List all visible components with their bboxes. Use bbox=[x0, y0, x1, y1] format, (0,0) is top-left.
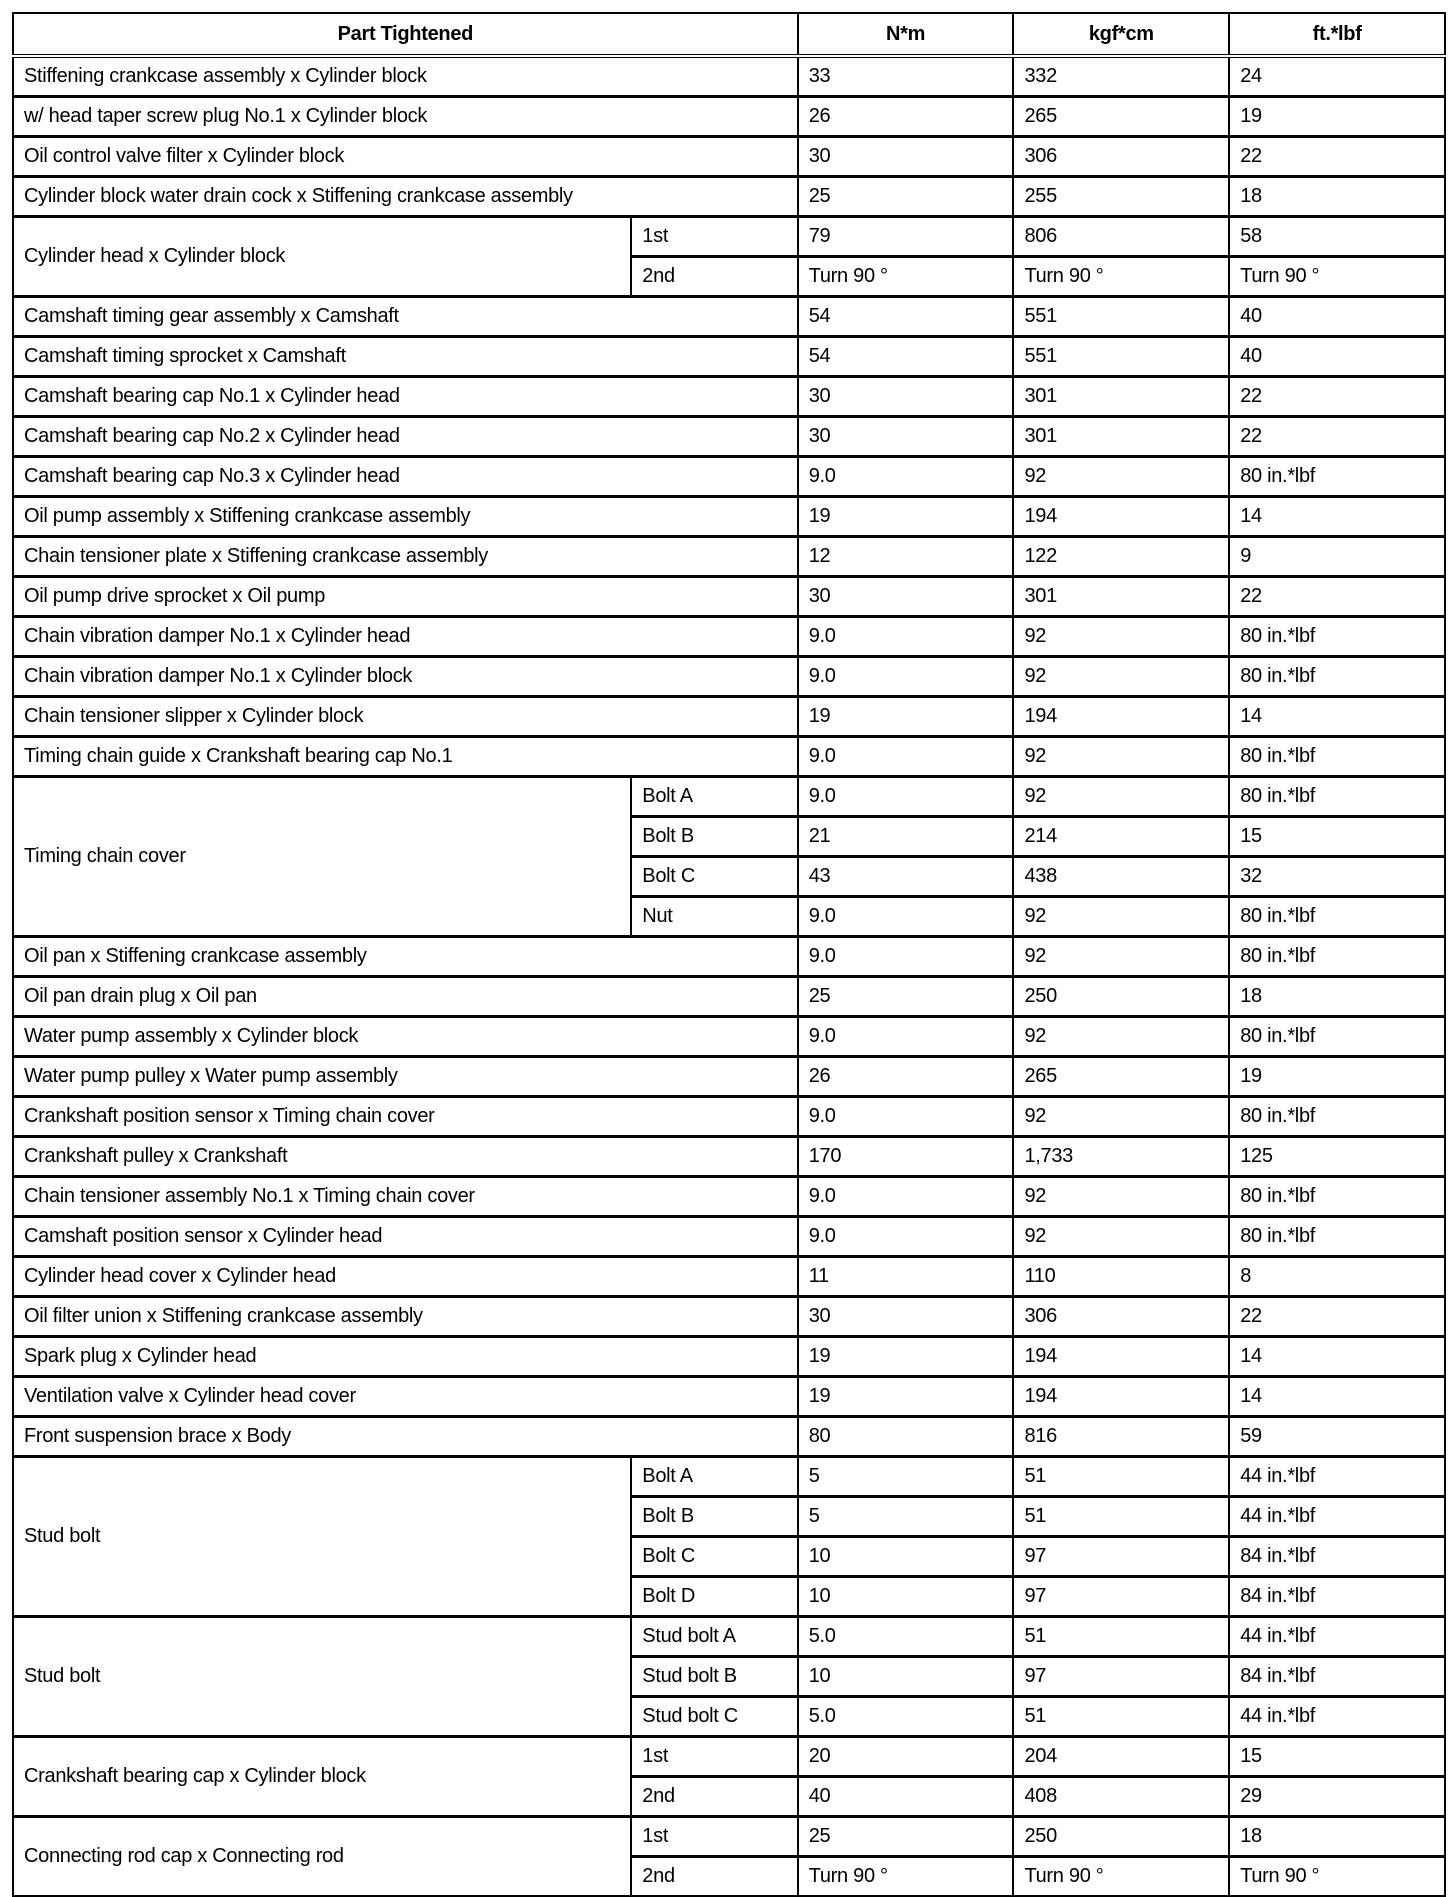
ft-lbf-cell: 24 bbox=[1229, 56, 1445, 97]
part-cell: Oil control valve filter x Cylinder block bbox=[13, 137, 798, 177]
kgf-cm-cell: 194 bbox=[1013, 697, 1229, 737]
nm-cell: 170 bbox=[798, 1137, 1014, 1177]
nm-cell: 10 bbox=[798, 1577, 1014, 1617]
nm-cell: 9.0 bbox=[798, 1017, 1014, 1057]
nm-cell: 19 bbox=[798, 1337, 1014, 1377]
table-row bbox=[13, 1177, 1445, 1217]
kgf-cm-cell: 1,733 bbox=[1013, 1137, 1229, 1177]
kgf-cm-cell: 194 bbox=[1013, 1337, 1229, 1377]
step-cell: Bolt D bbox=[631, 1577, 797, 1617]
table-row bbox=[13, 1057, 1445, 1097]
header-part-tightened: Part Tightened bbox=[13, 13, 798, 56]
part-cell: Chain tensioner slipper x Cylinder block bbox=[13, 697, 798, 737]
table-row bbox=[13, 1457, 1445, 1497]
ft-lbf-cell: 80 in.*lbf bbox=[1229, 777, 1445, 817]
step-cell: 1st bbox=[631, 1817, 797, 1857]
torque-spec-table bbox=[12, 12, 1446, 1897]
step-cell: Bolt C bbox=[631, 857, 797, 897]
ft-lbf-cell: 14 bbox=[1229, 1377, 1445, 1417]
ft-lbf-cell: 9 bbox=[1229, 537, 1445, 577]
ft-lbf-cell: 19 bbox=[1229, 97, 1445, 137]
nm-cell: 5 bbox=[798, 1497, 1014, 1537]
step-cell: 2nd bbox=[631, 1777, 797, 1817]
step-cell: 2nd bbox=[631, 257, 797, 297]
ft-lbf-cell: 80 in.*lbf bbox=[1229, 1097, 1445, 1137]
kgf-cm-cell: 92 bbox=[1013, 737, 1229, 777]
table-row bbox=[13, 1337, 1445, 1377]
step-cell: Stud bolt B bbox=[631, 1657, 797, 1697]
kgf-cm-cell: 194 bbox=[1013, 1377, 1229, 1417]
kgf-cm-cell: 92 bbox=[1013, 937, 1229, 977]
table-row bbox=[13, 177, 1445, 217]
ft-lbf-cell: 19 bbox=[1229, 1057, 1445, 1097]
part-cell: Camshaft timing sprocket x Camshaft bbox=[13, 337, 798, 377]
step-cell: 1st bbox=[631, 1737, 797, 1777]
kgf-cm-cell: 806 bbox=[1013, 217, 1229, 257]
table-row bbox=[13, 1377, 1445, 1417]
part-cell: Chain tensioner plate x Stiffening crankcase assembly bbox=[13, 537, 798, 577]
nm-cell: 10 bbox=[798, 1657, 1014, 1697]
table-row bbox=[13, 457, 1445, 497]
part-cell: Chain vibration damper No.1 x Cylinder block bbox=[13, 657, 798, 697]
step-cell: 1st bbox=[631, 217, 797, 257]
ft-lbf-cell: 58 bbox=[1229, 217, 1445, 257]
kgf-cm-cell: 250 bbox=[1013, 1817, 1229, 1857]
part-cell: Oil pump assembly x Stiffening crankcase assembly bbox=[13, 497, 798, 537]
ft-lbf-cell: 32 bbox=[1229, 857, 1445, 897]
table-row bbox=[13, 1297, 1445, 1337]
kgf-cm-cell: 110 bbox=[1013, 1257, 1229, 1297]
ft-lbf-cell: 80 in.*lbf bbox=[1229, 937, 1445, 977]
nm-cell: 19 bbox=[798, 497, 1014, 537]
step-cell: Nut bbox=[631, 897, 797, 937]
kgf-cm-cell: 92 bbox=[1013, 1177, 1229, 1217]
ft-lbf-cell: 80 in.*lbf bbox=[1229, 1217, 1445, 1257]
kgf-cm-cell: 194 bbox=[1013, 497, 1229, 537]
table-row bbox=[13, 657, 1445, 697]
ft-lbf-cell: 80 in.*lbf bbox=[1229, 617, 1445, 657]
part-cell: Connecting rod cap x Connecting rod bbox=[13, 1817, 631, 1897]
kgf-cm-cell: 551 bbox=[1013, 337, 1229, 377]
nm-cell: 9.0 bbox=[798, 937, 1014, 977]
step-cell: Stud bolt C bbox=[631, 1697, 797, 1737]
kgf-cm-cell: 51 bbox=[1013, 1697, 1229, 1737]
kgf-cm-cell: 438 bbox=[1013, 857, 1229, 897]
table-row bbox=[13, 777, 1445, 817]
part-cell: Camshaft bearing cap No.2 x Cylinder head bbox=[13, 417, 798, 457]
ft-lbf-cell: 44 in.*lbf bbox=[1229, 1617, 1445, 1657]
nm-cell: 54 bbox=[798, 297, 1014, 337]
part-cell: Chain tensioner assembly No.1 x Timing chain cover bbox=[13, 1177, 798, 1217]
nm-cell: 80 bbox=[798, 1417, 1014, 1457]
ft-lbf-cell: 14 bbox=[1229, 697, 1445, 737]
part-cell: Crankshaft bearing cap x Cylinder block bbox=[13, 1737, 631, 1817]
nm-cell: 30 bbox=[798, 377, 1014, 417]
ft-lbf-cell: 80 in.*lbf bbox=[1229, 657, 1445, 697]
kgf-cm-cell: 301 bbox=[1013, 577, 1229, 617]
part-cell: Stud bolt bbox=[13, 1617, 631, 1737]
ft-lbf-cell: 125 bbox=[1229, 1137, 1445, 1177]
step-cell: Bolt A bbox=[631, 777, 797, 817]
part-cell: Cylinder head cover x Cylinder head bbox=[13, 1257, 798, 1297]
kgf-cm-cell: 301 bbox=[1013, 417, 1229, 457]
kgf-cm-cell: Turn 90 ° bbox=[1013, 1857, 1229, 1897]
kgf-cm-cell: 204 bbox=[1013, 1737, 1229, 1777]
ft-lbf-cell: 80 in.*lbf bbox=[1229, 457, 1445, 497]
nm-cell: 5.0 bbox=[798, 1617, 1014, 1657]
nm-cell: 26 bbox=[798, 97, 1014, 137]
table-row bbox=[13, 297, 1445, 337]
table-body bbox=[13, 56, 1445, 1896]
part-cell: Spark plug x Cylinder head bbox=[13, 1337, 798, 1377]
ft-lbf-cell: 84 in.*lbf bbox=[1229, 1537, 1445, 1577]
nm-cell: 40 bbox=[798, 1777, 1014, 1817]
ft-lbf-cell: 22 bbox=[1229, 1297, 1445, 1337]
part-cell: Oil pan drain plug x Oil pan bbox=[13, 977, 798, 1017]
kgf-cm-cell: 306 bbox=[1013, 137, 1229, 177]
nm-cell: 33 bbox=[798, 56, 1014, 97]
part-cell: Water pump pulley x Water pump assembly bbox=[13, 1057, 798, 1097]
ft-lbf-cell: 40 bbox=[1229, 297, 1445, 337]
table-row bbox=[13, 937, 1445, 977]
ft-lbf-cell: 18 bbox=[1229, 977, 1445, 1017]
ft-lbf-cell: 8 bbox=[1229, 1257, 1445, 1297]
kgf-cm-cell: 816 bbox=[1013, 1417, 1229, 1457]
nm-cell: 10 bbox=[798, 1537, 1014, 1577]
ft-lbf-cell: 29 bbox=[1229, 1777, 1445, 1817]
nm-cell: 9.0 bbox=[798, 657, 1014, 697]
kgf-cm-cell: 255 bbox=[1013, 177, 1229, 217]
kgf-cm-cell: 97 bbox=[1013, 1577, 1229, 1617]
kgf-cm-cell: 92 bbox=[1013, 617, 1229, 657]
part-cell: Crankshaft pulley x Crankshaft bbox=[13, 1137, 798, 1177]
table-row bbox=[13, 1737, 1445, 1777]
kgf-cm-cell: 265 bbox=[1013, 1057, 1229, 1097]
kgf-cm-cell: 214 bbox=[1013, 817, 1229, 857]
ft-lbf-cell: 80 in.*lbf bbox=[1229, 897, 1445, 937]
part-cell: w/ head taper screw plug No.1 x Cylinder block bbox=[13, 97, 798, 137]
ft-lbf-cell: 22 bbox=[1229, 377, 1445, 417]
table-row bbox=[13, 1137, 1445, 1177]
nm-cell: Turn 90 ° bbox=[798, 257, 1014, 297]
table-row bbox=[13, 1617, 1445, 1657]
nm-cell: 26 bbox=[798, 1057, 1014, 1097]
ft-lbf-cell: 59 bbox=[1229, 1417, 1445, 1457]
part-cell: Crankshaft position sensor x Timing chain cover bbox=[13, 1097, 798, 1137]
ft-lbf-cell: 80 in.*lbf bbox=[1229, 1017, 1445, 1057]
table-row bbox=[13, 1257, 1445, 1297]
table-row bbox=[13, 1017, 1445, 1057]
ft-lbf-cell: 15 bbox=[1229, 817, 1445, 857]
nm-cell: 9.0 bbox=[798, 737, 1014, 777]
part-cell: Cylinder head x Cylinder block bbox=[13, 217, 631, 297]
step-cell: Stud bolt A bbox=[631, 1617, 797, 1657]
ft-lbf-cell: 14 bbox=[1229, 1337, 1445, 1377]
kgf-cm-cell: 51 bbox=[1013, 1497, 1229, 1537]
ft-lbf-cell: 44 in.*lbf bbox=[1229, 1697, 1445, 1737]
header-nm: N*m bbox=[798, 13, 1014, 56]
ft-lbf-cell: 44 in.*lbf bbox=[1229, 1497, 1445, 1537]
table-row bbox=[13, 417, 1445, 457]
kgf-cm-cell: 92 bbox=[1013, 457, 1229, 497]
nm-cell: 30 bbox=[798, 137, 1014, 177]
nm-cell: 11 bbox=[798, 1257, 1014, 1297]
nm-cell: 43 bbox=[798, 857, 1014, 897]
part-cell: Stud bolt bbox=[13, 1457, 631, 1617]
ft-lbf-cell: 80 in.*lbf bbox=[1229, 1177, 1445, 1217]
ft-lbf-cell: 40 bbox=[1229, 337, 1445, 377]
table-row bbox=[13, 737, 1445, 777]
kgf-cm-cell: 92 bbox=[1013, 1217, 1229, 1257]
nm-cell: 19 bbox=[798, 697, 1014, 737]
part-cell: Chain vibration damper No.1 x Cylinder head bbox=[13, 617, 798, 657]
part-cell: Timing chain guide x Crankshaft bearing cap No.1 bbox=[13, 737, 798, 777]
kgf-cm-cell: 306 bbox=[1013, 1297, 1229, 1337]
table-row bbox=[13, 217, 1445, 257]
table-row bbox=[13, 497, 1445, 537]
nm-cell: 30 bbox=[798, 577, 1014, 617]
kgf-cm-cell: 250 bbox=[1013, 977, 1229, 1017]
part-cell: Oil pan x Stiffening crankcase assembly bbox=[13, 937, 798, 977]
nm-cell: 9.0 bbox=[798, 1177, 1014, 1217]
step-cell: 2nd bbox=[631, 1857, 797, 1897]
kgf-cm-cell: 97 bbox=[1013, 1537, 1229, 1577]
kgf-cm-cell: 51 bbox=[1013, 1617, 1229, 1657]
table-row bbox=[13, 97, 1445, 137]
ft-lbf-cell: 15 bbox=[1229, 1737, 1445, 1777]
kgf-cm-cell: 92 bbox=[1013, 657, 1229, 697]
part-cell: Stiffening crankcase assembly x Cylinder block bbox=[13, 56, 798, 97]
nm-cell: 9.0 bbox=[798, 1217, 1014, 1257]
table-row bbox=[13, 137, 1445, 177]
kgf-cm-cell: 551 bbox=[1013, 297, 1229, 337]
step-cell: Bolt B bbox=[631, 817, 797, 857]
table-row bbox=[13, 537, 1445, 577]
kgf-cm-cell: 408 bbox=[1013, 1777, 1229, 1817]
nm-cell: 19 bbox=[798, 1377, 1014, 1417]
ft-lbf-cell: 22 bbox=[1229, 137, 1445, 177]
ft-lbf-cell: 22 bbox=[1229, 577, 1445, 617]
nm-cell: 12 bbox=[798, 537, 1014, 577]
nm-cell: 79 bbox=[798, 217, 1014, 257]
kgf-cm-cell: 265 bbox=[1013, 97, 1229, 137]
kgf-cm-cell: 92 bbox=[1013, 1097, 1229, 1137]
table-row bbox=[13, 377, 1445, 417]
kgf-cm-cell: 332 bbox=[1013, 56, 1229, 97]
nm-cell: 5.0 bbox=[798, 1697, 1014, 1737]
nm-cell: 25 bbox=[798, 977, 1014, 1017]
ft-lbf-cell: 22 bbox=[1229, 417, 1445, 457]
kgf-cm-cell: Turn 90 ° bbox=[1013, 257, 1229, 297]
nm-cell: 25 bbox=[798, 1817, 1014, 1857]
table-row bbox=[13, 1217, 1445, 1257]
table-row bbox=[13, 1817, 1445, 1857]
table-row bbox=[13, 577, 1445, 617]
nm-cell: 9.0 bbox=[798, 617, 1014, 657]
ft-lbf-cell: 84 in.*lbf bbox=[1229, 1657, 1445, 1697]
ft-lbf-cell: 44 in.*lbf bbox=[1229, 1457, 1445, 1497]
ft-lbf-cell: 18 bbox=[1229, 1817, 1445, 1857]
header-ft-lbf: ft.*lbf bbox=[1229, 13, 1445, 56]
nm-cell: 30 bbox=[798, 1297, 1014, 1337]
nm-cell: 20 bbox=[798, 1737, 1014, 1777]
table-row bbox=[13, 56, 1445, 97]
part-cell: Cylinder block water drain cock x Stiffening crankcase assembly bbox=[13, 177, 798, 217]
nm-cell: 9.0 bbox=[798, 897, 1014, 937]
header-kgf-cm: kgf*cm bbox=[1013, 13, 1229, 56]
nm-cell: 21 bbox=[798, 817, 1014, 857]
nm-cell: 9.0 bbox=[798, 457, 1014, 497]
ft-lbf-cell: 18 bbox=[1229, 177, 1445, 217]
kgf-cm-cell: 92 bbox=[1013, 1017, 1229, 1057]
part-cell: Camshaft timing gear assembly x Camshaft bbox=[13, 297, 798, 337]
step-cell: Bolt A bbox=[631, 1457, 797, 1497]
kgf-cm-cell: 301 bbox=[1013, 377, 1229, 417]
nm-cell: 25 bbox=[798, 177, 1014, 217]
kgf-cm-cell: 122 bbox=[1013, 537, 1229, 577]
table-row bbox=[13, 617, 1445, 657]
part-cell: Oil pump drive sprocket x Oil pump bbox=[13, 577, 798, 617]
part-cell: Camshaft position sensor x Cylinder head bbox=[13, 1217, 798, 1257]
ft-lbf-cell: 14 bbox=[1229, 497, 1445, 537]
nm-cell: Turn 90 ° bbox=[798, 1857, 1014, 1897]
ft-lbf-cell: Turn 90 ° bbox=[1229, 1857, 1445, 1897]
kgf-cm-cell: 92 bbox=[1013, 777, 1229, 817]
part-cell: Camshaft bearing cap No.1 x Cylinder head bbox=[13, 377, 798, 417]
table-row bbox=[13, 337, 1445, 377]
table-row bbox=[13, 1417, 1445, 1457]
ft-lbf-cell: Turn 90 ° bbox=[1229, 257, 1445, 297]
step-cell: Bolt B bbox=[631, 1497, 797, 1537]
kgf-cm-cell: 97 bbox=[1013, 1657, 1229, 1697]
kgf-cm-cell: 51 bbox=[1013, 1457, 1229, 1497]
nm-cell: 9.0 bbox=[798, 777, 1014, 817]
part-cell: Camshaft bearing cap No.3 x Cylinder head bbox=[13, 457, 798, 497]
table-row bbox=[13, 1097, 1445, 1137]
table-row bbox=[13, 977, 1445, 1017]
part-cell: Oil filter union x Stiffening crankcase assembly bbox=[13, 1297, 798, 1337]
header-row bbox=[13, 13, 1445, 56]
part-cell: Front suspension brace x Body bbox=[13, 1417, 798, 1457]
nm-cell: 30 bbox=[798, 417, 1014, 457]
part-cell: Ventilation valve x Cylinder head cover bbox=[13, 1377, 798, 1417]
step-cell: Bolt C bbox=[631, 1537, 797, 1577]
ft-lbf-cell: 80 in.*lbf bbox=[1229, 737, 1445, 777]
nm-cell: 54 bbox=[798, 337, 1014, 377]
ft-lbf-cell: 84 in.*lbf bbox=[1229, 1577, 1445, 1617]
table-row bbox=[13, 697, 1445, 737]
part-cell: Timing chain cover bbox=[13, 777, 631, 937]
nm-cell: 5 bbox=[798, 1457, 1014, 1497]
nm-cell: 9.0 bbox=[798, 1097, 1014, 1137]
kgf-cm-cell: 92 bbox=[1013, 897, 1229, 937]
part-cell: Water pump assembly x Cylinder block bbox=[13, 1017, 798, 1057]
